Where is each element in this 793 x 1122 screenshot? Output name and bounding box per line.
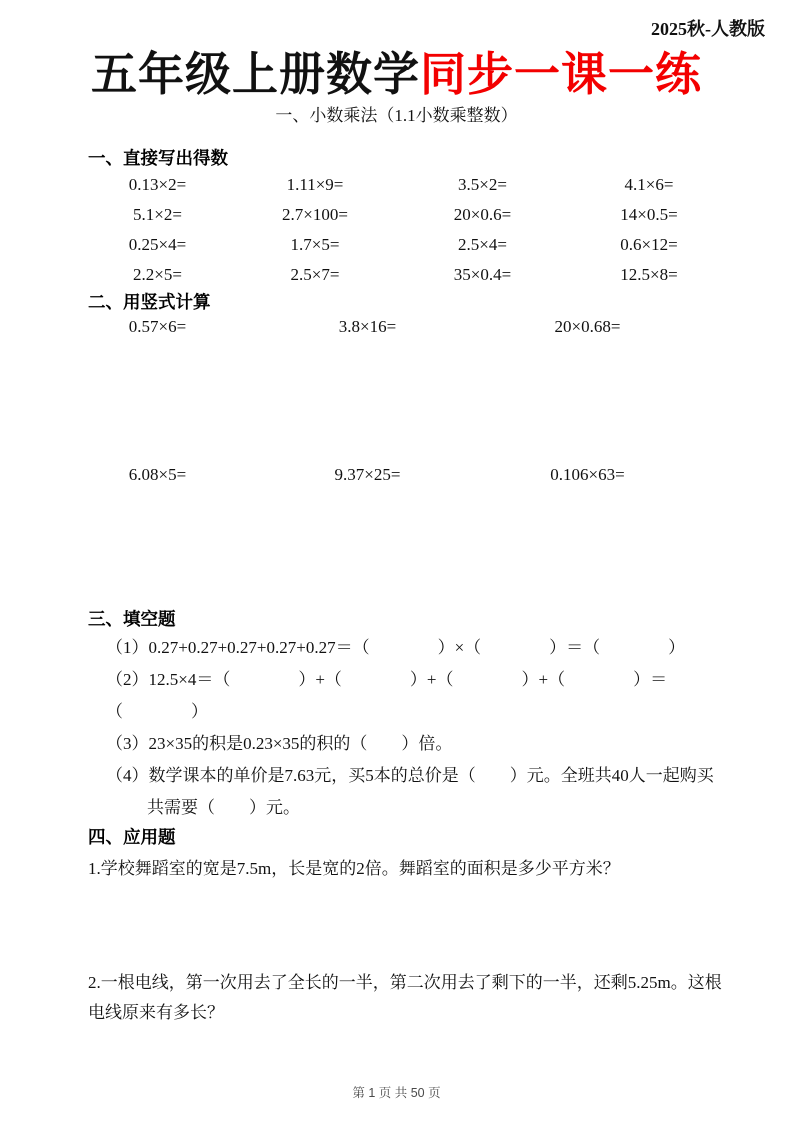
math-problem: 20×0.68=: [554, 317, 621, 336]
math-problem: 3.8×16=: [338, 317, 397, 336]
math-problem: 14×0.5=: [620, 205, 678, 224]
fill-in-item: （2）12.5×4＝（ ）+（ ）+（ ）+（ ）＝（ ）: [106, 670, 668, 721]
section2-heading: 二、用竖式计算: [88, 292, 211, 312]
section1-heading: 一、直接写出得数: [88, 148, 228, 168]
section3-heading: 三、填空题: [88, 609, 176, 629]
edition-label: 2025秋-人教版: [651, 19, 765, 39]
math-problem: 0.6×12=: [620, 235, 678, 254]
math-problem: 2.7×100=: [282, 205, 348, 224]
math-problem: 0.13×2=: [128, 175, 187, 194]
lesson-subtitle: 一、小数乘法（1.1小数乘整数）: [275, 106, 518, 125]
math-problem: 6.08×5=: [128, 465, 187, 484]
math-problem: 0.106×63=: [550, 465, 625, 484]
math-problem: 1.11×9=: [286, 175, 344, 194]
oral-problem-grid: [80, 170, 728, 290]
applied-problem: 2.一根电线，第一次用去了全长的一半，第二次用去了剩下的一半，还剩5.25m。这根电线原来有多长？: [88, 973, 722, 1022]
math-problem: 12.5×8=: [620, 265, 678, 284]
fill-in-item: （4）数学课本的单价是7.63元，买5本的总价是（ ）元。全班共40人一起购买共需要（ ）元。: [106, 766, 714, 817]
fill-in-item: （1）0.27+0.27+0.27+0.27+0.27＝（ ）×（ ）＝（ ）: [106, 638, 686, 657]
math-problem: 1.7×5=: [290, 235, 340, 254]
page-title-red: 同步一课一练: [420, 48, 702, 100]
working-space: [0, 488, 793, 606]
math-problem: 2.5×7=: [290, 265, 340, 284]
math-problem: 2.5×4=: [458, 235, 507, 254]
fill-in-item: （3）23×35的积是0.23×35的积的（ ）倍。: [106, 734, 453, 753]
working-space: [0, 340, 793, 462]
math-problem: 35×0.4=: [453, 265, 512, 284]
math-problem: 9.37×25=: [334, 465, 401, 484]
page-title-black: 五年级上册数学: [91, 48, 420, 100]
applied-problem: 1.学校舞蹈室的宽是7.5m，长是宽的2倍。舞蹈室的面积是多少平方米？: [88, 859, 620, 878]
math-problem: 0.25×4=: [128, 235, 187, 254]
math-problem: 0.57×6=: [128, 317, 187, 336]
math-problem: 3.5×2=: [458, 175, 507, 194]
math-problem: 20×0.6=: [453, 205, 512, 224]
math-problem: 4.1×6=: [624, 175, 674, 194]
page-number: 第 1 页 共 50 页: [352, 1086, 441, 1100]
section4-heading: 四、应用题: [88, 827, 176, 847]
math-problem: 2.2×5=: [133, 265, 182, 284]
column-calc-row-2: [55, 462, 700, 488]
fill-in-items: [106, 632, 733, 824]
applied-items: [88, 854, 723, 1028]
column-calc-row-1: [55, 314, 700, 340]
math-problem: 5.1×2=: [133, 205, 182, 224]
working-space: [88, 884, 723, 968]
